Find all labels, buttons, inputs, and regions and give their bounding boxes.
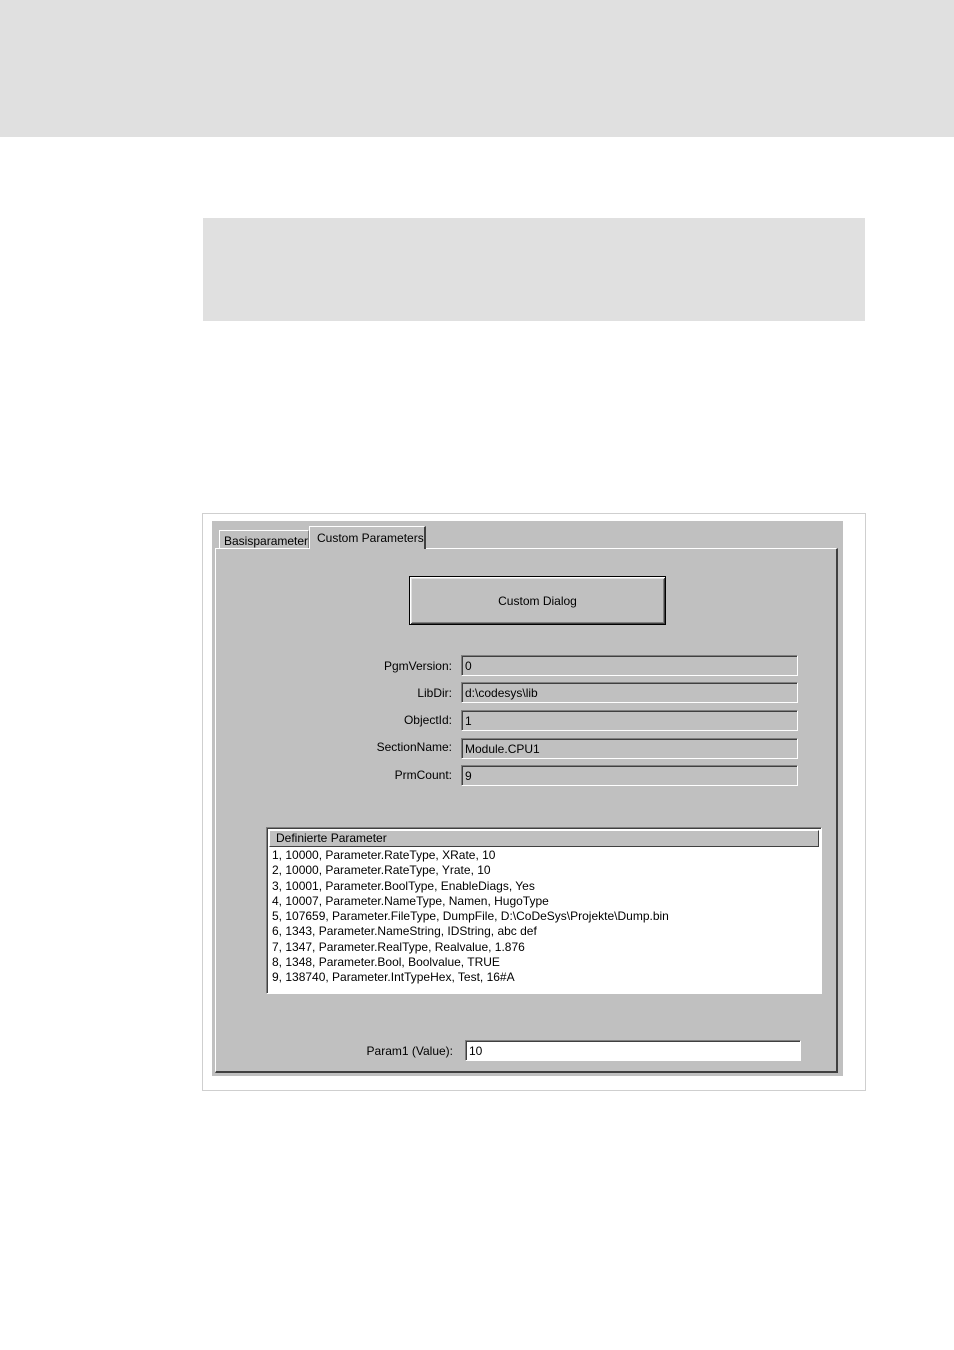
- list-item[interactable]: 1, 10000, Parameter.RateType, XRate, 10: [272, 848, 496, 862]
- objectid-field[interactable]: [461, 710, 798, 731]
- note-box: [203, 218, 865, 321]
- libdir-label: LibDir:: [417, 686, 452, 700]
- sectionname-field[interactable]: [461, 738, 798, 759]
- tab-panel-custom-parameters: [215, 548, 838, 1073]
- tab-basisparameter[interactable]: Basisparameter: [219, 530, 309, 548]
- tab-custom-parameters[interactable]: Custom Parameters: [309, 526, 426, 549]
- list-item[interactable]: 9, 138740, Parameter.IntTypeHex, Test, 16#A: [272, 970, 515, 985]
- list-item[interactable]: 3, 10001, Parameter.BoolType, EnableDiags, Yes: [272, 878, 535, 893]
- list-item[interactable]: 5, 107659, Parameter.FileType, DumpFile, D:\CoDeSys\Projekte\Dump.bin: [272, 909, 669, 924]
- list-rows: [272, 848, 817, 986]
- prmcount-field[interactable]: [461, 765, 798, 786]
- list-item[interactable]: 4, 10007, Parameter.NameType, Namen, HugoType: [272, 893, 549, 908]
- list-item[interactable]: 2, 10000, Parameter.RateType, Yrate, 10: [272, 863, 491, 878]
- list-item[interactable]: 6, 1343, Parameter.NameString, IDString, abc def: [272, 924, 537, 939]
- list-item[interactable]: 8, 1348, Parameter.Bool, Boolvalue, TRUE: [272, 955, 500, 970]
- objectid-label: ObjectId:: [403, 713, 452, 727]
- parameter-listbox[interactable]: [266, 827, 822, 994]
- libdir-field[interactable]: [461, 682, 798, 703]
- list-item[interactable]: 7, 1347, Parameter.RealType, Realvalue, 1.876: [272, 939, 525, 954]
- param1-label: Param1 (Value):: [366, 1044, 453, 1058]
- pgmversion-field[interactable]: [461, 655, 798, 676]
- sectionname-label: SectionName:: [376, 740, 452, 754]
- list-column-header[interactable]: Definierte Parameter: [269, 830, 819, 847]
- prmcount-label: PrmCount:: [394, 768, 452, 782]
- page-header-band: [0, 0, 954, 137]
- custom-dialog-button[interactable]: Custom Dialog: [409, 576, 666, 625]
- param1-value-field[interactable]: [465, 1040, 801, 1061]
- pgmversion-label: PgmVersion:: [383, 659, 452, 673]
